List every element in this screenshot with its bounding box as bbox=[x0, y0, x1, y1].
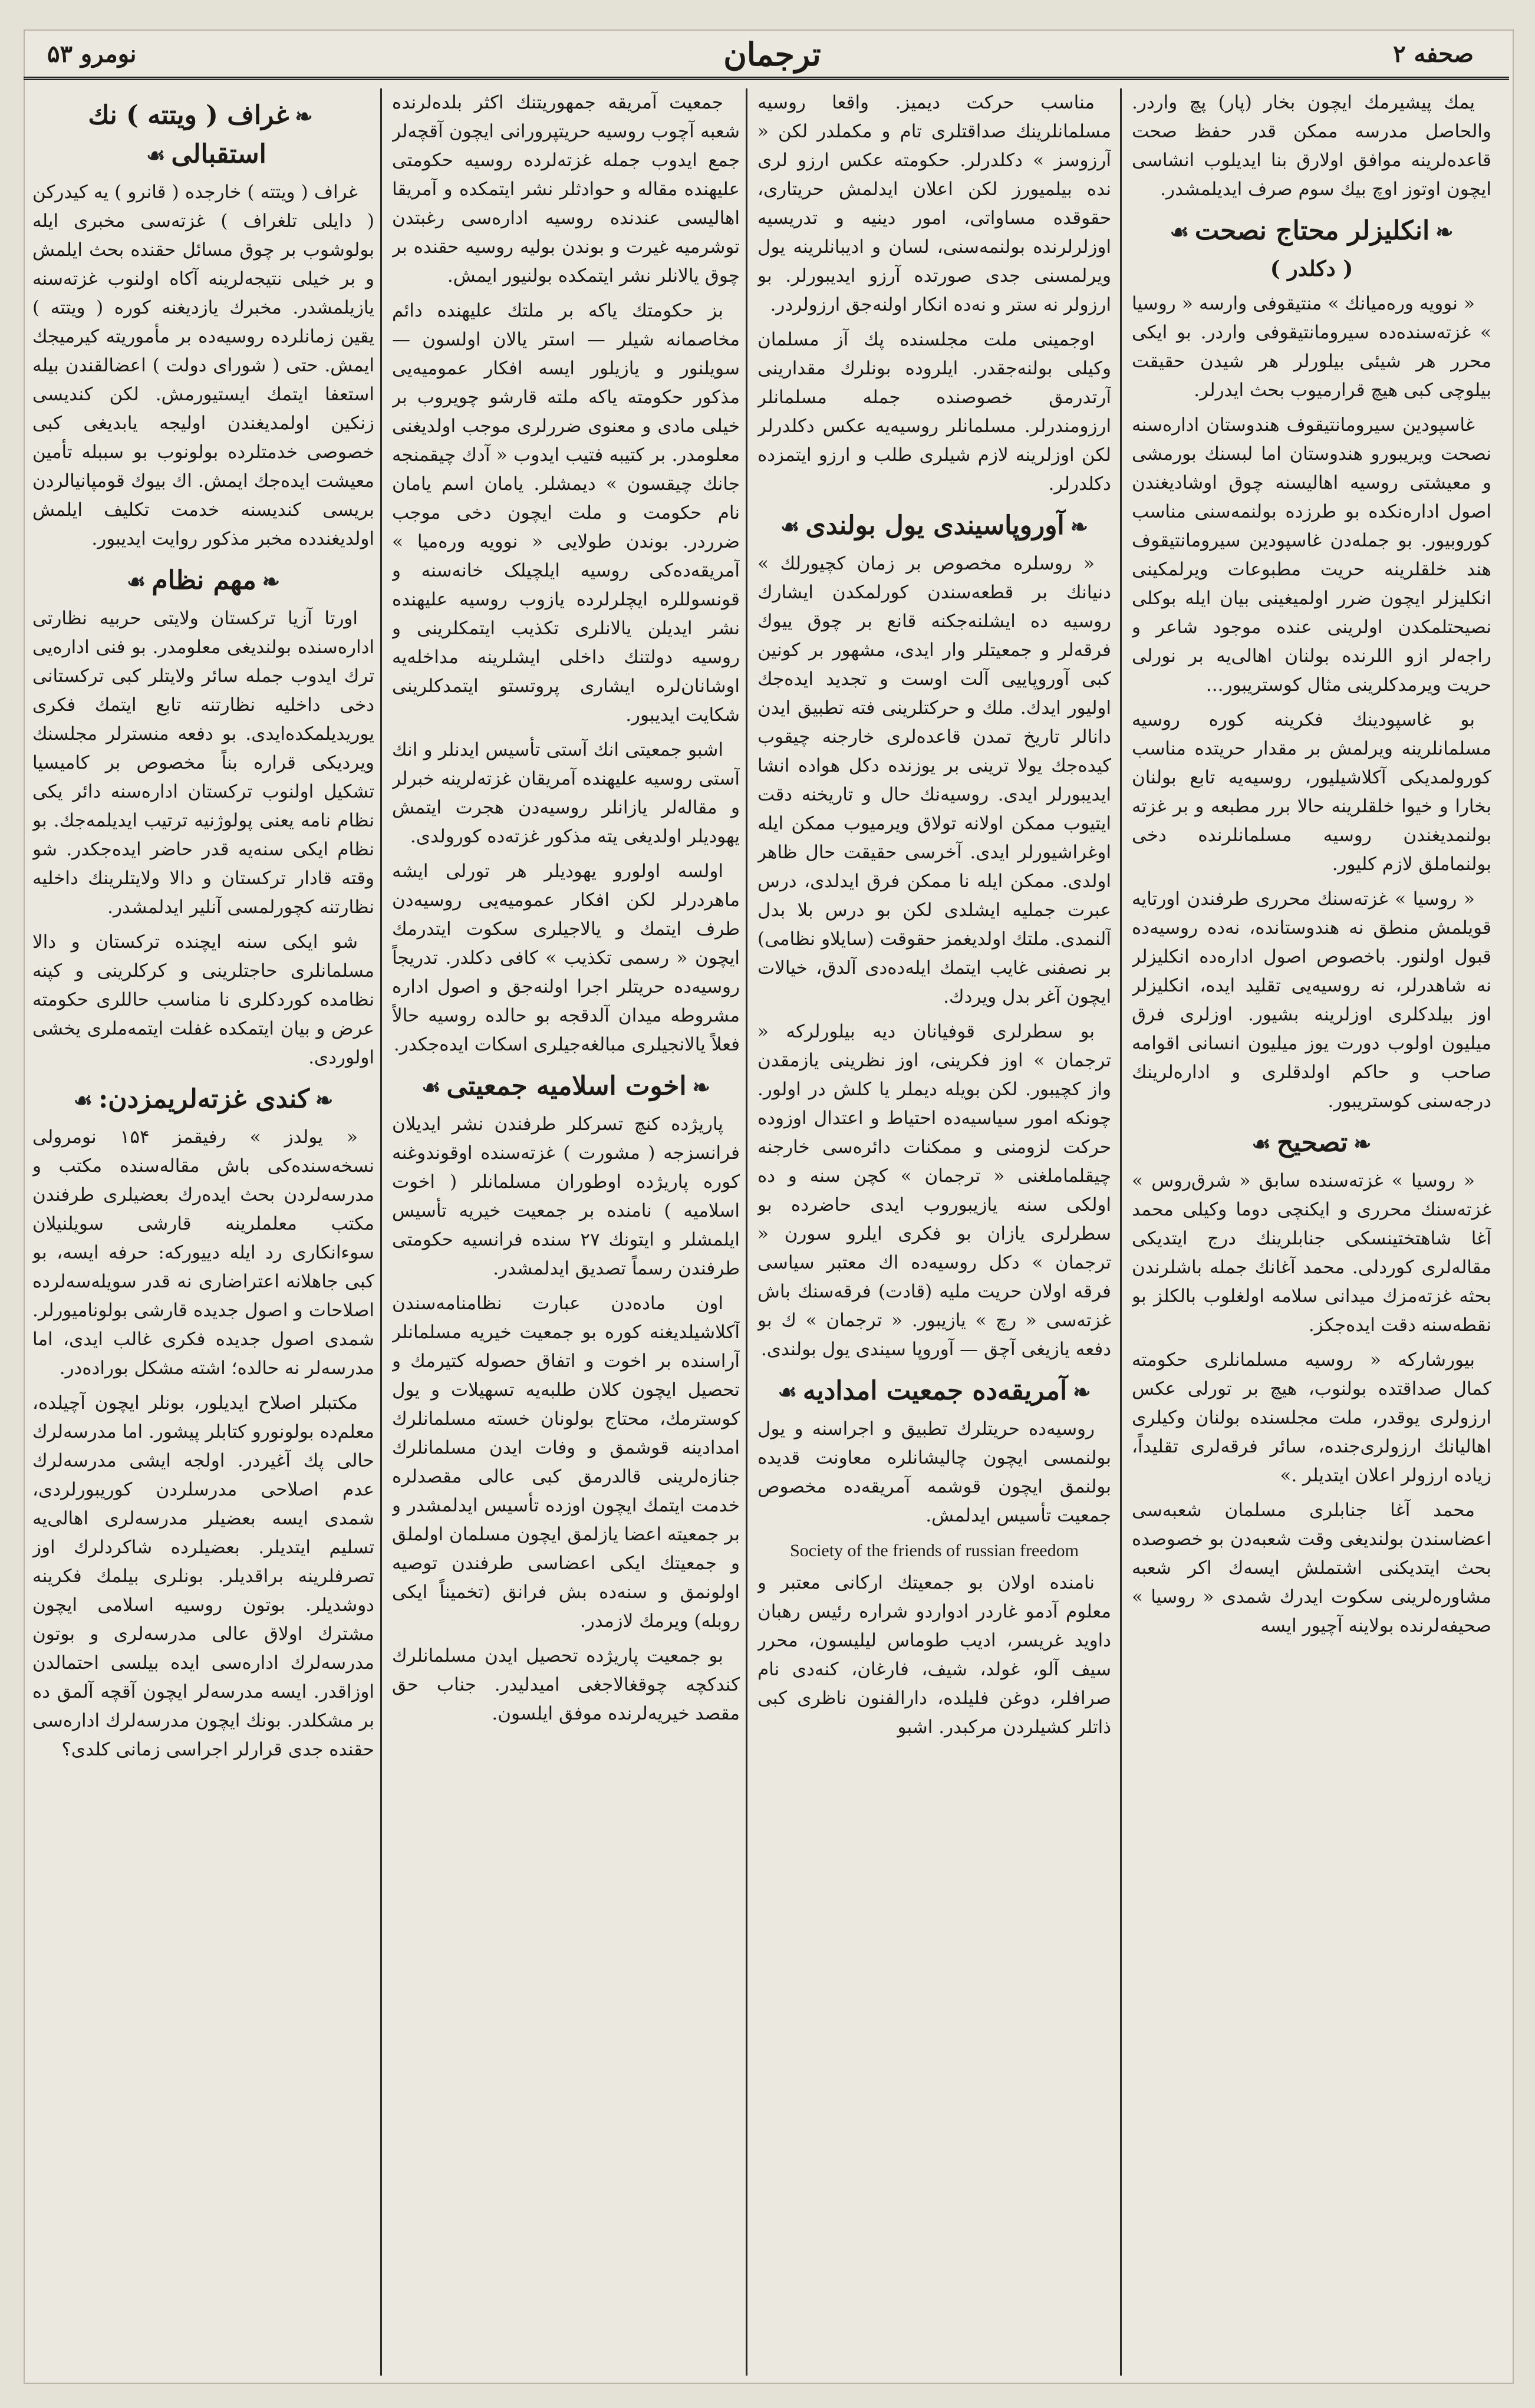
article-paragraph: نامنده اولان بو جمعیتك ارکانی معتبر و معلوم آدمو غاردر ادواردو شراره رئیس رهبان داوید غریسر، ادیب طوماس لیلیسون، محرر سیف آلو، غولد، شیف، فارغان، کنه‌دی نام صرافلر، دوغن فلیلده، دارالفنون ناظری کبی ذاتلر کشیلردن مرکبدر. اشبو bbox=[757, 1572, 1111, 1738]
article-paragraph: بیورشارکه « روسیه مسلمانلری حکومته کمال صداقتده بولنوب، هیچ بر تورلی عکس ارزولری یوقدر، ملت مجلسنده بولنان وکیلری اهالیانك ارزولری‌جنده، سائر فرقه‌لری تقلیداً، زیاده ارزولر اعلان ایتدیلر .» bbox=[1132, 1349, 1491, 1486]
article-paragraph: مناسب حرکت دیمیز. واقعا روسیه مسلمانلرینك صداقتلری تام و مکملدر لکن « آرزوسز » دکلدرلر. حکومته عکس ارزو لری نده بیلمیورز لکن اعلان ایدلمش حریتاری، حقوقده مساواتی، امور دینیه و تدریسیه اوزلرلرنده بولنمه‌سنی، لسان و ادیبانلرینه یول ویرلمسنی جدی صورتده آرزو ایدیبورلر. بو ارزولر نه ستر و نه‌ده انکار اولنه‌جق ارزولردر. bbox=[757, 92, 1111, 315]
article-heading bbox=[1132, 1124, 1491, 1163]
heading-text: انکلیزلر محتاج نصحت bbox=[1194, 216, 1430, 246]
heading-text: غراف ( ویتته ) نك استقبالی bbox=[88, 100, 289, 169]
issue-number: نومرو ۵۳ bbox=[47, 40, 137, 68]
masthead-rule bbox=[24, 77, 1509, 80]
article-paragraph: بو سطرلری قوفیانان دیه بیلورلرکه « ترجمان » اوز فکرینی، اوز نظرینی یازمقدن واز کچیبور. لکن بویله دیملر یا کلش در اولور. چونکه امور سیاسیه‌ده احتیاط و اعتدال اوزوده حرکت لزومنی و ممکنات دائره‌سی خارجنه چیقلماملغنی « ترجمان » کچن سنه و ده اولکی سنه یازیبوروب ایدی حاضرده بو سطرلری یازان بو فکری ایلرو سورن « ترجمان » دکل روسیه‌ده اك معتبر سیاسی فرقه اولان حریت ملیه (قادت) فرقه‌سنك باش غزته‌سی « رچ » یازیبور. « ترجمان » ك بو دفعه یازیغی آچق — آوروپا سیندی یول بولندی. bbox=[757, 1021, 1111, 1360]
article-paragraph: غراف ( ویتته ) خارجده ( قانرو ) یه کیدرکن ( دایلی تلغراف ) غزته‌سی مخبری ایله بولوشوب بر چوق مسائل حقنده بحث ایلمش و بر خیلی نتیجه‌لرینه آکاه اولنوب غزته‌سنه یازیلمشدر. مخبرك یازدیغنه کوره ( ویتته ) یقین زمانلرده روسیه‌ده بر مأموریته کیرمیجك ایمش. حتی ( شورای دولت ) اعضالقندن بیله استعفا ایتمك ایستیورمش. لکن کندیسی زنکین اولمدیغندن اولیجه یابدیغی کبی خصوصی خدمتلرده بولونوب بو سببله تأمین معیشت ایده‌جك ایمش. اك بیوك قومپانیالردن بریسی کندیسنه خدمت تکلیف ایلمش اولدیغندده مخبر مذکور روایت ایدیبور. bbox=[32, 182, 374, 549]
ornament-icon: ☙ bbox=[421, 1075, 441, 1100]
ornament-icon: ☙ bbox=[127, 569, 146, 594]
masthead bbox=[24, 35, 1509, 83]
article-paragraph: بو غاسپودینك فکرینه کوره روسیه مسلمانلرینه ویرلمش بر مقدار حریتده مناسب کورولمدیکی آکلاشیلیور، روسیه‌یه تابع بولنان بخارا و خیوا خلقلرینه حالا برر مطبعه و بر غزته بولنمدیغندن روسیه مسلمانلرنده دخی بولنماملق لازم کلیور. bbox=[1132, 709, 1491, 875]
ornament-icon: ☙ bbox=[73, 1088, 93, 1113]
column-4 bbox=[32, 88, 374, 2376]
article-paragraph: پاریژده کنچ تسرکلر طرفندن نشر ایدیلان فرانسزجه ( مشورت ) غزته‌سنده اوقوندوغنه کوره پاریژده اوطوران مسلمانلر ( اخوت اسلامیه ) نامنده بر جمعیت خیریه تأسیس ایلمشلر و ایتونك ۲۷ سنده فرانسیه حکومتی طرفندن رسماً تصدیق ایدلمشدر. bbox=[392, 1114, 740, 1279]
article-heading bbox=[392, 1068, 740, 1106]
article-paragraph: مکتبلر اصلاح ایدیلور، بونلر ایچون آچیلده، معلم‌ده بولونورو کتابلر پیشور. اما مدرسه‌لرك حالی پك آغیردر. اولجه ایشی مدرسه‌لرك عدم اصلاحی مدرسلردن کوریبورلردی، شمدی ایسه بعضیلر مدرسه‌لری اهالی‌یه تسلیم ایتدیلر. بعضیلرده شاکردلرك اوز تصرفلرینه براقدیلر. بونلری بیلمك فکرینه دوشدیلر. بوتون روسیه اسلامی ایچون مشترك اولاق عالی مدرسه‌لری و بوتون مدرسه‌لرك اداره‌سی ایده بیلسی احتمالدن اوزاقدر. ایسه مدرسه‌لر ایچون آقچه آلمق ده بر مشکلدر. بونك ایچون مدرسه‌لرك اداره‌سی حقنده جدی قرارلر اجراسی زمانی کلدی؟ bbox=[32, 1392, 374, 1760]
heading-text: مهم نظام bbox=[151, 565, 256, 595]
ornament-icon: ❧ bbox=[1353, 1132, 1372, 1157]
ornament-icon: ❧ bbox=[315, 1088, 334, 1113]
column-rule bbox=[746, 88, 747, 2376]
column-rule bbox=[380, 88, 382, 2376]
ornament-icon: ❧ bbox=[295, 104, 313, 129]
article-paragraph: اون ماده‌دن عبارت نظامنامه‌سندن آکلاشیلدیغنه کوره بو جمعیت خیریه مسلمانلر آراسنده بر اخوت و اتفاق حصوله کتیرمك و تحصیل ایچون کلان طلبه‌یه تسهیلات و یول کوسترمك، محتاج بولونان خسته مسلمانلرك امدادینه قوشمق و وفات ایدن مسلمانلرك جنازه‌لرینی قالدرمق کبی عالی مقصدلره خدمت ایتمك ایچون اوزده تأسیس ایدلمشدر و بر جمعیته اعضا یازلمق ایچون مسلمان اولملق و جمعیتك ایکی اعضاسی طرفندن توصیه اولونمق و سنه‌ده بش فرانق (تخمیناً ایکی روبله) ویرمك لازمدر. bbox=[392, 1293, 740, 1632]
heading-text: تصحیح bbox=[1276, 1128, 1348, 1158]
ornament-icon: ❧ bbox=[262, 569, 280, 594]
ornament-icon: ❧ bbox=[1435, 220, 1454, 245]
article-paragraph: اورتا آزیا ترکستان ولایتی حربیه نظارتی اداره‌سنده بولندیغی معلومدر. بو فنی اداره‌یی ترك ایدوب جمله سائر ولایتلر کبی ترکستانی دخی داخلیه نظارتنه تابع ایتمك فکری یوریدیلمکده‌ایدی. بو دفعه منسترلر مجلسنك ویردیکی قراره بناً مخصوص بر کامیسیا تشکیل اولنوب ترکستان اداره‌سنه دائر یکی نظام نامه یعنی پولوژنیه ترتیب ایدیلمه‌جك. بو نظام ایکی سنه‌یه قدر حاضر ایده‌جکدر. شو وقته قادار ترکستان و دالا ولایتلرینك داخلیه نظارتنه کچورلمسی آنلیر ایدلمشدر. bbox=[32, 608, 374, 918]
ornament-icon: ❧ bbox=[1070, 515, 1088, 539]
article-paragraph: « نوویه وره‌میانك » منتیقوفی وارسه « روسیا » غزته‌سنده‌ده سیرومانتیقوفی واردر. بو ایکی محرر هر شیئی بیلورلر هر شیدن حقیقت بیلوچی کبی هیچ قرارمیوب بحث ایدرلر. bbox=[1132, 293, 1491, 401]
article-paragraph: محمد آغا جنابلری مسلمان شعبه‌سی اعضاسندن بولندیغی وقت شعبه‌دن بو خصوصده بحث ایتدیکنی اشتملش ایسه‌ك اکر شعبه مشاوره‌لرینی سکوت ایدرك شمدی « روسیا » صحیفه‌لرنده بولاینه آچیور ایسه bbox=[1132, 1500, 1491, 1636]
ornament-icon: ☙ bbox=[780, 515, 800, 539]
article-heading bbox=[32, 97, 374, 174]
english-society-name: Society of the friends of russian freedom bbox=[790, 1541, 1079, 1560]
columns bbox=[24, 88, 1511, 2376]
heading-text: آوروپاسیندی یول بولندی bbox=[805, 510, 1065, 541]
article-paragraph: اشبو جمعیتی انك آستی تأسیس ایدنلر و انك آستی روسیه علیهنده آمریقان غزته‌لرینه خبرلر و مقاله‌لر یازانلر روسیه‌دن هجرت ایتمش یهودیلر اولدیغی یته مذکور غزته‌ده کورولدی. bbox=[392, 739, 740, 847]
column-3 bbox=[392, 88, 740, 2376]
heading-text: کندی غزته‌لریمزدن: bbox=[98, 1084, 310, 1114]
article-heading bbox=[32, 1081, 374, 1119]
newspaper-title: ترجمان bbox=[723, 35, 821, 73]
article-paragraph: غاسپودین سیرومانتیقوف هندوستان اداره‌سنه نصحت ویریبورو هندوستان اما لبسنك بورمشی و معیشتی روسیه اهالیسنه چوق اوشادیغندن اصول اداره‌نکده بو طرزده بولنمه‌سنی مناسب کوروبیور. بو جمله‌دن غاسپودین سیرومانتیقوف هند خلقلرینه حریت مطبوعات ویرلمکینی انکلیزلر ایچون ضرر اولمیغینی بیان ایله بوکلی نصیحتلمکدن اولرینی عنده موجود شاعر و راجه‌لر ازو اللرنده بولنان اهالی‌یه بر نورلی حریت ویرمدکلرینی مثال کوستریبور... bbox=[1132, 414, 1491, 696]
article-heading bbox=[32, 562, 374, 601]
article-paragraph: بز حکومتك یاکه بر ملتك علیهنده دائم مخاصمانه شیلر — استر یالان اولسون — سویلنور و یازیلور ایسه افکار عمومیه‌یی مذکور حکومته یاکه ملته قارشو چویروب بر خیلی مادی و معنوی ضررلری موجب اولدیغنی معلومدر. بر کتیبه فتیب ایدوب « آدك چیقمنجه جانك چیقسون » دیمشلر. یامان اسم یامان نام حکومت و ملت ایچون دخی موجب ضرردر. بوندن طولایی « نوویه وره‌میا » آمریقه‌ده‌کی روسیه ایلچیلک خانه‌سنه و قونسوللره ایچلرلرده یازوب روسیه علیهنده نشر ایدیلن یالانلری تکذیب ایتمکلرینی و روسیه دولتنك داخلی ایشلرینه مداخله‌یه اوشانان‌لره ایشاری پروتستو ایتمدکلرینی شکایت ایدیبور. bbox=[392, 300, 740, 726]
article-paragraph: اوجمینی ملت مجلسنده پك آز مسلمان وکیلی بولنه‌جقدر. ایلروده بونلرك مقدارینی آرتدرمق خصوصنده جمله مسلمانلر ارزومندرلر. مسلمانلر روسیه‌یه عکس دکلدرلر لکن اوزلرینه لازم شیلری طلب و ارزو ایتمزده دکلدرلر. bbox=[757, 329, 1111, 495]
heading-text: آمریقه‌ده جمعیت امدادیه bbox=[802, 1376, 1068, 1406]
article-heading bbox=[757, 1372, 1111, 1411]
ornament-icon: ☙ bbox=[1170, 220, 1189, 245]
column-rule bbox=[1120, 88, 1122, 2376]
column-1 bbox=[1132, 88, 1491, 2376]
ornament-icon: ☙ bbox=[1251, 1132, 1271, 1157]
article-subheading: ( دکلدر ) bbox=[1270, 256, 1353, 281]
article-paragraph: شو ایکی سنه ایچنده ترکستان و دالا مسلمانلری حاجتلرینی و کرکلرینی و کپنه نظامده کوردکلری نا مناسب حاللری حکومته عرض و بیان ایتمکده غفلت ایتمه‌ملری یخشی اولوردی. bbox=[32, 931, 374, 1068]
heading-text: اخوت اسلامیه جمعیتی bbox=[446, 1071, 687, 1101]
article-heading bbox=[1132, 212, 1491, 251]
ornament-icon: ❧ bbox=[692, 1075, 710, 1100]
article-paragraph: « روسلره مخصوص بر زمان کچیورلك » دنیانك بر قطعه‌سندن کورلمکدن ایشارك روسیه ده ایشلنه‌جکنه قانع بر چوق ییوك فرقه‌لر و جمعیتلر وار ایدی، مشهور بر کونین کبی آوروپاییی آلت اوست و تجدید ایده‌جك اولیور ایدك. ملك و حرکتلرینی فته تطبیق ایدن دانالر تاریخ تمدن قاعده‌لری خارجنه چیقوب کیده‌جك یولا ترینی بر یوزنده دکل هواده انشا ایدیبورلر ایدی. روسیه‌نك حال و تاریخنه دقت ایتیوب ممکن اولانه تولاق ویرمیوب ممکن ایله اوغراشیورلر ایدی. آخرسی حقیقت حال ظاهر اولدی. ممکن ایله نا ممکن فرق ایدلدی، درس عبرت جملیه ایشلدی لکن بو درس بلا بدل آلنمدی. ملتك اولدیغمز حقوقت (سایلاو نظامی) بر نصفنی غایب ایتمك ایله‌ده‌دی آلدق، خیالات ایچون آغر بدل ویردك. bbox=[757, 553, 1111, 1007]
article-heading bbox=[757, 507, 1111, 546]
column-2 bbox=[757, 88, 1111, 2376]
ornament-icon: ☙ bbox=[778, 1380, 797, 1405]
article-paragraph: « روسیا » غزته‌سنك محرری طرفندن اورتایه قویلمش منطق نه هندوستانده، نه‌ده روسیه‌ده قبول اولنور. باخصوص اصول اداره‌ده انکلیزلر نه شاهدرلر، نه روسیه‌یی تقلید ایده، انکلیزلر اوز بیلدکلری اوزلرینه بشیور. اوزلری فرق میلیون اولوب دورت یوز میلیون انسانی اقوامه صاحب و حاکم اولدقلری و اداره‌لرینك درجه‌سنی کوستریبور. bbox=[1132, 888, 1491, 1112]
ornament-icon: ❧ bbox=[1073, 1380, 1091, 1405]
article-paragraph: « یولدز » رفیقمز ۱۵۴ نومرولی نسخه‌سنده‌کی باش مقاله‌سنده مکتب و مدرسه‌لردن بحث ایده‌رك بعضیلری طرفندن مکتب معلملرینه قارشی سویلنیلان سوءانکاری رد ایله دییورکه: حرفه ایسه، بو کبی جاهلانه اعتراضاری نه قدر سویله‌سه‌لرده اصلاحات و اصول جدیده قارشی بولونامیورلر. شمدی اصول جدیده فکری غالب ایدی، اما مدرسه‌لر نه حالده؛ اشته مشکل بوراده‌در. bbox=[32, 1126, 374, 1379]
article-paragraph: روسیه‌ده حریتلرك تطبیق و اجراسنه و یول بولنمسی ایچون چالیشانلره معاونت قدیده بولنمق ایچون قوشمه آمریقه‌ده مخصوص جمعیت تأسیس ایدلمش. bbox=[757, 1418, 1111, 1526]
article-paragraph: بو جمعیت پاریژده تحصیل ایدن مسلمانلرك کندکچه چوقغالاجغی امیدلیدر. جناب حق مقصد خیریه‌لرنده موفق ایلسون. bbox=[392, 1645, 740, 1724]
article-paragraph: اولسه اولورو یهودیلر هر تورلی ایشه ماهردرلر لکن افکار عمومیه‌یی روسیه‌دن طرف ایتمك و یالاجیلری سکوت ایتدرمك ایچون « رسمی تکذیب » کافی دکلدر. تدریجاً روسیه‌ده حریتلر اجرا اولنه‌جق و اصول اداره مشروطه میدان آلدقجه بو حالده روسیه حالاً فعلاً یالانجیلری مبالغه‌جیلری اسکات ایده‌جکدر. bbox=[392, 861, 740, 1055]
article-paragraph: جمعیت آمریقه جمهوریتنك اکثر بلده‌لرنده شعبه آچوب روسیه حریتپرورانی ایچون آقچه‌لر جمع ایدوب جمله غزته‌لرده روسیه حکومتی علیهنده مقاله و حوادثلر نشر ایتمکده و آمریقا اهالیسی عندنده روسیه اداره‌سی رغبتدن توشرمیه غیرت و بوندن بولیه روسیه حقنده بر چوق یالانلر نشر ایتمکده بولنیور ایمش. bbox=[392, 92, 740, 286]
article-paragraph: « روسیا » غزته‌سنده سابق « شرق‌روس » غزته‌سنك محرری و ایکنچی دوما وکیلی محمد آغا شاهتختینسکی جنابلرینك درج ایتدیکی مقاله‌لری کوردلی. محمد آغانك جمله باشلرندن بحثه غزته‌مزك میدانی سلامه اولغلوب بالکلز بو نقطه‌سنه دقت ایده‌جکز. bbox=[1132, 1170, 1491, 1336]
article-paragraph: یمك پیشیرمك ایچون بخار (پار) پچ واردر. والحاصل مدرسه ممکن قدر حفظ صحت قاعده‌لرینه موافق اولارق بنا ایدیلوب انشاسی ایچون اوتوز اوچ بیك سوم صرف ایدیلمشدر. bbox=[1132, 92, 1491, 200]
page-number: صحفه ۲ bbox=[1393, 40, 1474, 68]
ornament-icon: ☙ bbox=[146, 143, 166, 168]
